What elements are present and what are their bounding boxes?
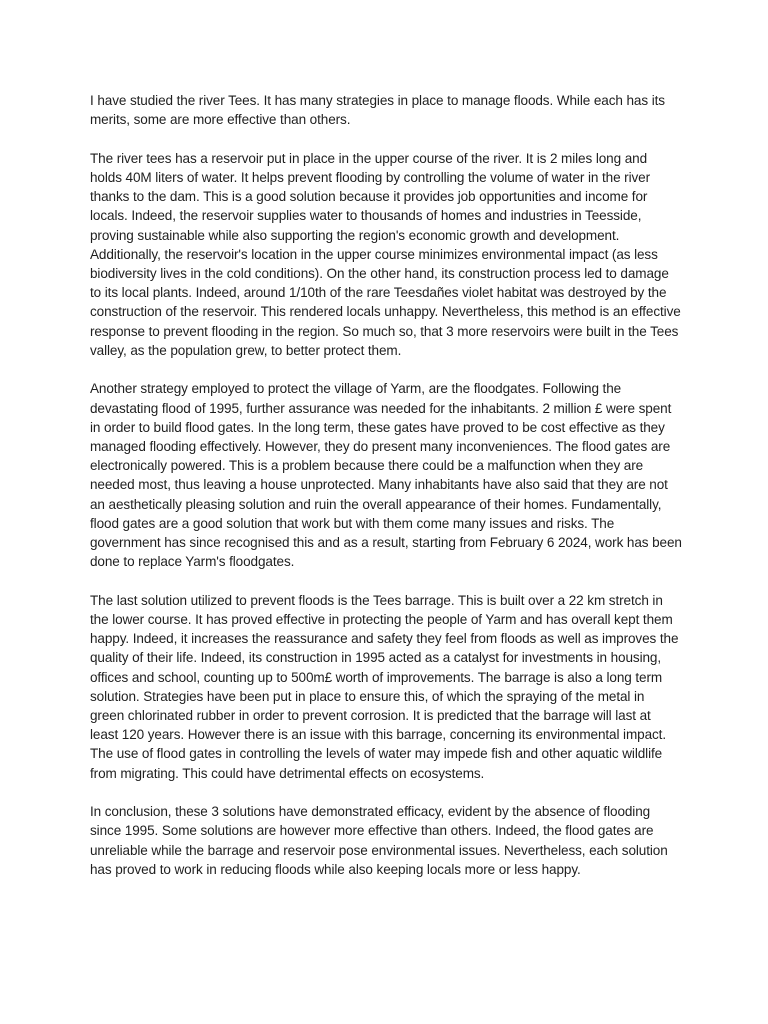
paragraph-intro: I have studied the river Tees. It has many strategies in place to manage floods. While each has its merits, some are more effective than others.: [90, 93, 665, 128]
paragraph-barrage: The last solution utilized to prevent floods is the Tees barrage. This is built over a 22 km stretch in the lower course. It has proved effective in protecting the people of Yarm and has overall kept them happy. Indeed, it increases the reassurance and safety they feel from floods as well as improves the quality of their life. Indeed, its construction in 1995 acted as a catalyst for investments in housing, offices and school, counting up to 500m£ worth of improvements. The barrage is also a long term solution. Strategies have been put in place to ensure this, of which the spraying of the metal in green chlorinated rubber in order to prevent corrosion. It is predicted that the barrage will last at least 120 years. However there is an issue with this barrage, concerning its environmental impact. The use of flood gates in controlling the levels of water may impede fish and other aquatic wildlife from migrating. This could have detrimental effects on ecosystems.: [90, 592, 679, 781]
paragraph-floodgates: Another strategy employed to protect the village of Yarm, are the floodgates. Following the devastating flood of 1995, further assurance was needed for the inhabitants. 2 million £ were spent in order to build flood gates. In the long term, these gates have proved to be cost effective as they managed flooding effectively. However, they do present many inconveniences. The flood gates are electronically powered. This is a problem because there could be a malfunction when they are needed most, thus leaving a house unprotected. Many inhabitants have also said that they are not an aesthetically pleasing solution and ruin the overall appearance of their homes. Fundamentally, flood gates are a good solution that work but with them come many issues and risks. The government has since recognised this and as a result, starting from February 6 2024, work has been done to replace Yarm's floodgates.: [90, 381, 682, 570]
paragraph-reservoir: The river tees has a reservoir put in place in the upper course of the river. It is 2 miles long and holds 40M liters of water. It helps prevent flooding by controlling the volume of water in the river thanks to the dam. This is a good solution because it provides job opportunities and income for locals. Indeed, the reservoir supplies water to thousands of homes and industries in Teesside, proving sustainable while also supporting the region's economic growth and development. Additionally, the reservoir's location in the upper course minimizes environmental impact (as less biodiversity lives in the cold conditions). On the other hand, its construction process led to damage to its local plants. Indeed, around 1/10th of the rare Teesdañes violet habitat was destroyed by the construction of the reservoir. This rendered locals unhappy. Nevertheless, this method is an effective response to prevent flooding in the region. So much so, that 3 more reservoirs were built in the Tees valley, as the population grew, to better protect them.: [90, 150, 681, 358]
document-page: [90, 91, 682, 898]
paragraph-conclusion: In conclusion, these 3 solutions have demonstrated efficacy, evident by the absence of flooding since 1995. Some solutions are however more effective than others. Indeed, the flood gates are unreliable while the barrage and reservoir pose environmental issues. Nevertheless, each solution has proved to work in reducing floods while also keeping locals more or less happy.: [90, 804, 668, 877]
